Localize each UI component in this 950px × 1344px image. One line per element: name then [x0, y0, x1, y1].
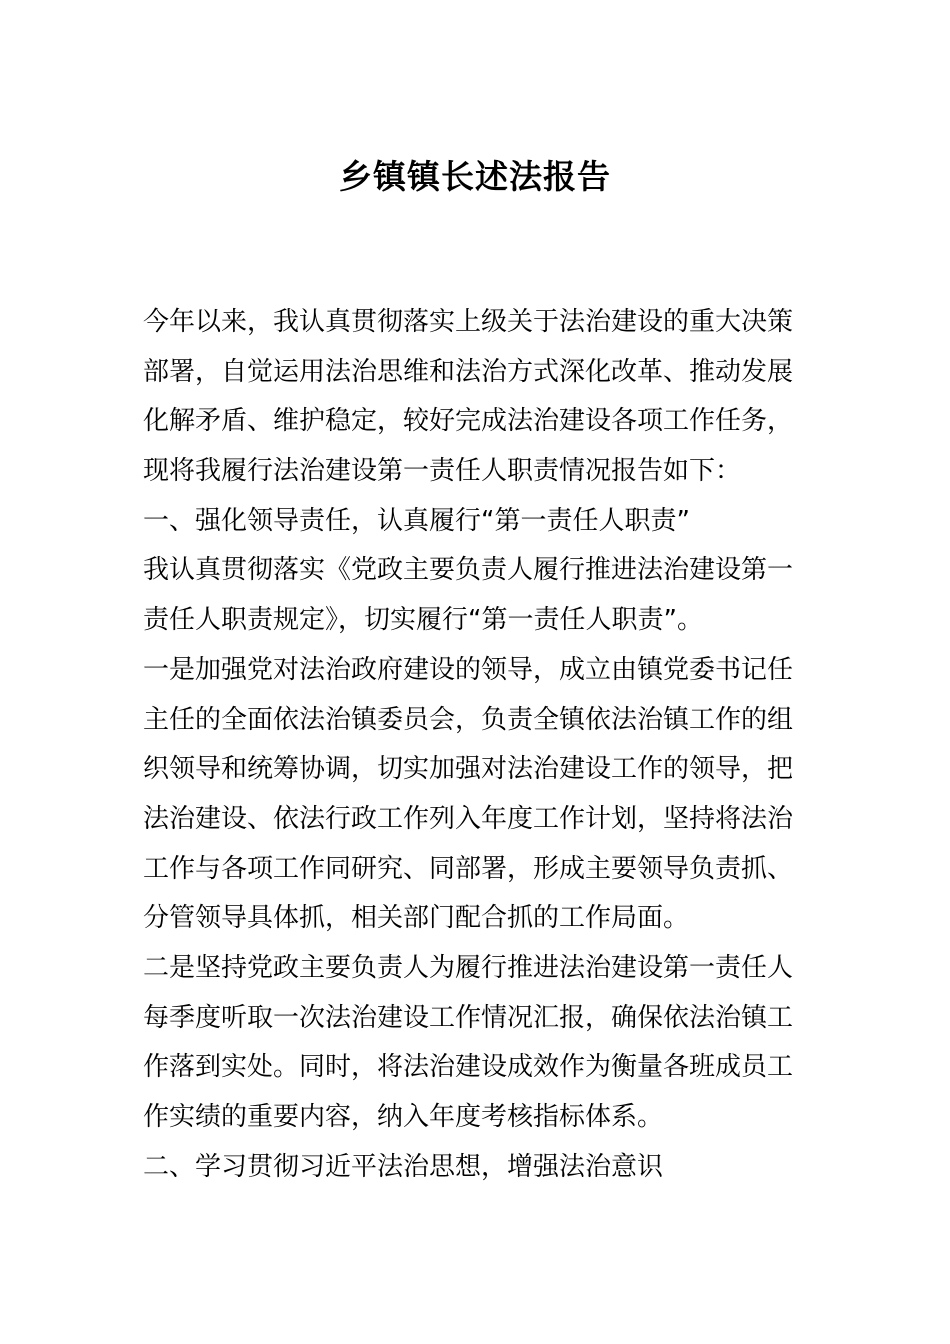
section-heading-1: 一、强化领导责任，认真履行“第一责任人职责” — [143, 505, 690, 536]
body-line-9: 主任的全面依法治镇委员会，负责全镇依法治镇工作的组 — [143, 704, 794, 735]
body-line-11: 法治建设、依法行政工作列入年度工作计划，坚持将法治 — [143, 803, 794, 834]
body-line-14: 二是坚持党政主要负责人为履行推进法治建设第一责任人 — [143, 952, 794, 983]
body-line-7: 责任人职责规定》，切实履行“第一责任人职责”。 — [143, 605, 703, 636]
body-line-1: 今年以来，我认真贯彻落实上级关于法治建设的重大决策 — [143, 307, 794, 337]
body-line-10: 织领导和统筹协调，切实加强对法治建设工作的领导，把 — [143, 754, 794, 785]
section-heading-2: 二、学习贯彻习近平法治思想，增强法治意识 — [143, 1151, 664, 1182]
body-line-17: 作实绩的重要内容，纳入年度考核指标体系。 — [143, 1102, 664, 1132]
body-line-4: 现将我履行法治建设第一责任人职责情况报告如下： — [143, 456, 742, 487]
body-line-6: 我认真贯彻落实《党政主要负责人履行推进法治建设第一 — [143, 555, 794, 586]
body-line-8: 一是加强党对法治政府建设的领导，成立由镇党委书记任 — [143, 654, 794, 685]
document-body — [143, 298, 815, 1192]
body-line-13: 分管领导具体抓，相关部门配合抓的工作局面。 — [143, 903, 690, 934]
document-title: 乡镇镇长述法报告 — [339, 157, 611, 196]
body-line-12: 工作与各项工作同研究、同部署，形成主要领导负责抓、 — [143, 853, 794, 884]
body-line-2: 部署，自觉运用法治思维和法治方式深化改革、推动发展 — [143, 356, 794, 387]
body-line-15: 每季度听取一次法治建设工作情况汇报，确保依法治镇工 — [143, 1002, 794, 1033]
body-line-3: 化解矛盾、维护稳定，较好完成法治建设各项工作任务， — [143, 406, 794, 437]
body-line-16: 作落到实处。同时，将法治建设成效作为衡量各班成员工 — [143, 1052, 794, 1083]
